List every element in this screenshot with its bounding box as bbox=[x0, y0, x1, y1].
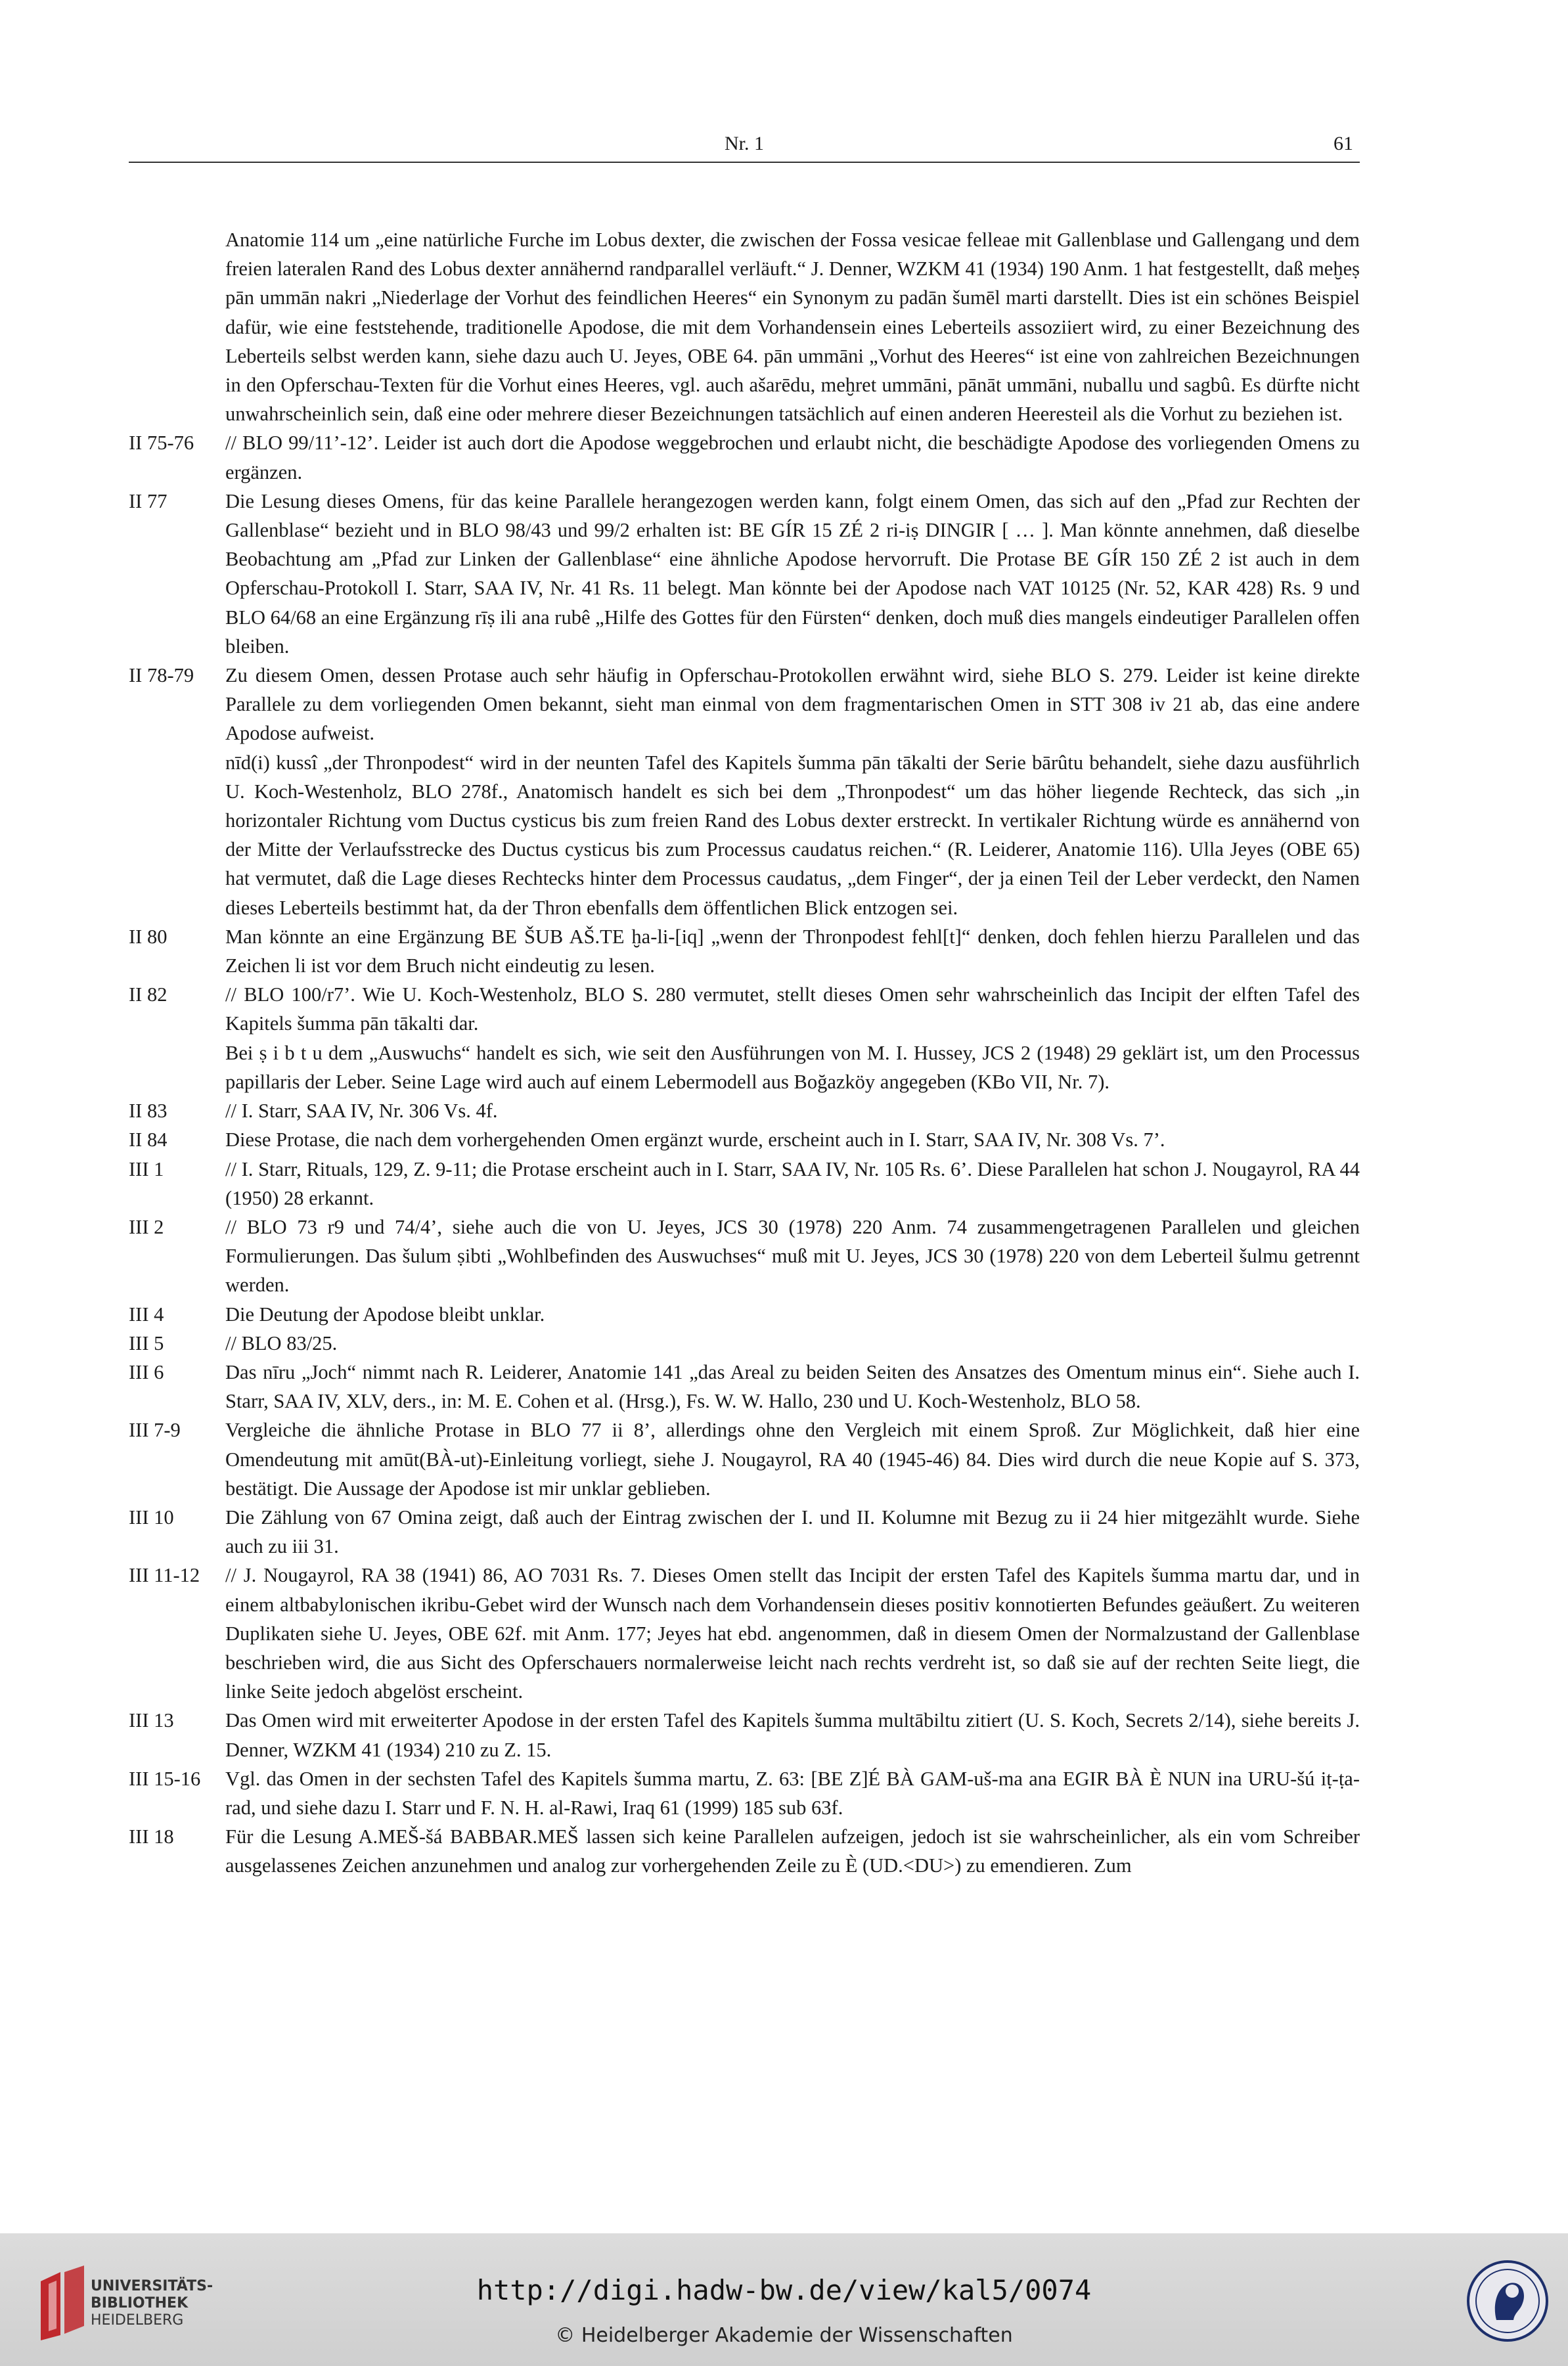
commentary-entry bbox=[129, 1329, 1360, 1358]
commentary-entry bbox=[129, 428, 1360, 486]
commentary-entry bbox=[129, 980, 1360, 1096]
commentary-paragraph: // BLO 100/r7’. Wie U. Koch-Westenholz, BLO S. 280 vermutet, stellt dieses Omen sehr wahrscheinlich das Incipit der elften Tafel des Kapitels šumma pān tākalti dar. bbox=[225, 983, 1360, 1035]
commentary-paragraph: // BLO 83/25. bbox=[225, 1331, 338, 1354]
copyright-notice: © Heidelberger Akademie der Wissenschaften bbox=[555, 2324, 1013, 2347]
commentary-paragraph: Diese Protase, die nach dem vorhergehenden Omen ergänzt wurde, erscheint auch in I. Starr, SAA IV, Nr. 308 Vs. 7’. bbox=[225, 1128, 1165, 1151]
commentary-entry bbox=[129, 1764, 1360, 1822]
commentary-entry bbox=[129, 1503, 1360, 1561]
academy-seal-icon bbox=[1466, 2260, 1549, 2342]
commentary-paragraph: Das nīru „Joch“ nimmt nach R. Leiderer, Anatomie 141 „das Areal zu beiden Seiten des Ansatzes des Omentum minus ein“. Siehe auch I. Starr, SAA IV, XLV, ders., in: M. E. Cohen et al. (Hrsg.), Fs. W. W. Hallo, 230 und U. Koch-Westenholz, BLO 58. bbox=[225, 1360, 1360, 1413]
line-reference: III 7-9 bbox=[129, 1419, 181, 1442]
line-reference: II 77 bbox=[129, 489, 168, 512]
line-reference: III 15-16 bbox=[129, 1767, 201, 1790]
footer-bar bbox=[0, 2233, 1568, 2366]
library-line-3: HEIDELBERG bbox=[91, 2312, 184, 2329]
commentary-paragraph: Anatomie 114 um „eine natürliche Furche im Lobus dexter, die zwischen der Fossa vesicae felleae mit Gallenblase und Gallengang und dem freien lateralen Rand des Lobus dexter annähernd randparallel verläuft.“ J. Denner, WZKM 41 (1934) 190 Anm. 1 hat festgestellt, daß meḫeṣ pān ummān nakri „Niederlage der Vorhut des feindlichen Heeres“ ein Synonym zu padān šumēl marti darstellt. Dies ist ein schönes Beispiel dafür, wie eine feststehende, traditionelle Apodose, die mit dem Vorhandensein eines Leberteils assoziiert wird, zu einer Bezeichnung des Leberteils selbst werden kann, siehe dazu auch U. Jeyes, OBE 64. pān ummāni „Vorhut des Heeres“ ist eine von zahlreichen Bezeichnungen in den Opferschau-Texten für die Vorhut eines Heeres, vgl. auch ašarēdu, meḫret ummāni, pānāt ummāni, nuballu und sagbû. Es dürfte nicht unwahrscheinlich sein, daß eine oder mehrere dieser Bezeichnungen tatsächlich auf einen anderen Heeresteil als die Vorhut zu beziehen ist. bbox=[225, 229, 1360, 426]
line-reference: III 18 bbox=[129, 1825, 174, 1848]
commentary-entry bbox=[129, 1561, 1360, 1706]
line-reference: II 82 bbox=[129, 983, 168, 1006]
commentary-entry bbox=[129, 1300, 1360, 1329]
commentary-entry bbox=[129, 1706, 1360, 1764]
commentary-paragraph: // BLO 99/11’-12’. Leider ist auch dort die Apodose weggebrochen und erlaubt nicht, die beschädigte Apodose des vorliegenden Omens zu ergänzen. bbox=[225, 432, 1360, 483]
commentary-paragraph: Die Lesung dieses Omens, für das keine Parallele herangezogen werden kann, folgt einem Omen, das sich auf den „Pfad zur Rechten der Gallenblase“ bezieht und in BLO 98/43 und 99/2 erhalten ist: BE GÍR 15 ZÉ 2 ri-iṣ DINGIR [ … ]. Man könnte annehmen, daß dieselbe Beobachtung am „Pfad zur Linken der Gallenblase“ eine ähnliche Apodose hervorruft. Die Protase BE GÍR 150 ZÉ 2 ist auch in dem Opferschau-Protokoll I. Starr, SAA IV, Nr. 41 Rs. 11 belegt. Man könnte bei der Apodose nach VAT 10125 (Nr. 52, KAR 428) Rs. 9 und BLO 64/68 an eine Ergänzung rīṣ ili ana rubê „Hilfe des Gottes für den Fürsten“ denken, doch muß dies mangels eindeutiger Parallelen offen bleiben. bbox=[225, 489, 1360, 658]
line-reference: II 78-79 bbox=[129, 664, 194, 687]
line-reference: III 4 bbox=[129, 1303, 164, 1326]
commentary-paragraph: Bei ṣ i b t u dem „Auswuchs“ handelt es sich, wie seit den Ausführungen von M. I. Hussey, JCS 2 (1948) 29 geklärt ist, um den Processus papillaris der Leber. Seine Lage wird auch auf einem Lebermodell aus Boğazköy angegeben (KBo VII, Nr. 7). bbox=[225, 1041, 1360, 1093]
commentary-paragraph: Für die Lesung A.MEŠ-šá BABBAR.MEŠ lassen sich keine Parallelen aufzeigen, jedoch ist sie wahrscheinlicher, als ein vom Schreiber ausgelassenes Zeichen anzunehmen und analog zur vorhergehenden Zeile zu È (UD.<DU>) zu emendieren. Zum bbox=[225, 1825, 1360, 1877]
commentary-paragraph: // J. Nougayrol, RA 38 (1941) 86, AO 7031 Rs. 7. Dieses Omen stellt das Incipit der ersten Tafel des Kapitels šumma martu dar, und in einem altbabylonischen ikribu-Gebet wird der Wunsch nach dem Vorhandensein dieses positiv konnotierten Befundes geäußert. Zu weiteren Duplikaten siehe U. Jeyes, OBE 62f. mit Anm. 177; Jeyes hat ebd. angenommen, daß in diesem Omen der Normalzustand der Gallenblase beschrieben wird, die aus Sicht des Opferschauers normalerweise leicht nach rechts verdreht ist, so daß sie auf der rechten Seite liegt, die linke Seite jedoch abgelöst erscheint. bbox=[225, 1564, 1360, 1703]
library-line-2: BIBLIOTHEK bbox=[91, 2295, 189, 2311]
line-reference: III 2 bbox=[129, 1215, 164, 1238]
commentary-body bbox=[129, 225, 1360, 1881]
commentary-entry bbox=[129, 1416, 1360, 1503]
header-number: Nr. 1 bbox=[725, 133, 764, 154]
commentary-entry bbox=[129, 922, 1360, 980]
commentary-entry bbox=[129, 1155, 1360, 1213]
commentary-paragraph: // I. Starr, SAA IV, Nr. 306 Vs. 4f. bbox=[225, 1100, 498, 1123]
library-line-1: UNIVERSITÄTS- bbox=[91, 2278, 213, 2294]
line-reference: III 5 bbox=[129, 1331, 164, 1354]
running-head bbox=[129, 130, 1360, 163]
commentary-entry bbox=[129, 487, 1360, 661]
commentary-entry bbox=[129, 1096, 1360, 1125]
commentary-paragraph: // I. Starr, Rituals, 129, Z. 9-11; die Protase erscheint auch in I. Starr, SAA IV, Nr. 105 Rs. 6’. Diese Parallelen hat schon J. Nougayrol, RA 44 (1950) 28 erkannt. bbox=[225, 1157, 1360, 1209]
permalink-url[interactable]: http://digi.hadw-bw.de/view/kal5/0074 bbox=[476, 2274, 1092, 2306]
commentary-paragraph: Vergleiche die ähnliche Protase in BLO 77 ii 8’, allerdings ohne den Vergleich mit einem Sproß. Zur Möglichkeit, daß hier eine Omendeutung mit amūt(BÀ-ut)-Einleitung vorliegt, siehe J. Nougayrol, RA 40 (1945-46) 84. Dies wird durch die neue Kopie auf S. 373, bestätigt. Die Aussage der Apodose ist mir unklar geblieben. bbox=[225, 1419, 1360, 1500]
commentary-entry bbox=[129, 1213, 1360, 1300]
line-reference: III 6 bbox=[129, 1360, 164, 1383]
commentary-entry bbox=[129, 1822, 1360, 1880]
commentary-entry bbox=[129, 1125, 1360, 1154]
commentary-paragraph: // BLO 73 r9 und 74/4’, siehe auch die von U. Jeyes, JCS 30 (1978) 220 Anm. 74 zusammengetragenen Parallelen und gleichen Formulierungen. Das šulum ṣibti „Wohlbefinden des Auswuchses“ muß mit U. Jeyes, JCS 30 (1978) 220 von dem Leberteil šulmu getrennt werden. bbox=[225, 1215, 1360, 1297]
page-number: 61 bbox=[1333, 133, 1353, 154]
line-reference: III 1 bbox=[129, 1157, 164, 1180]
commentary-paragraph: Vgl. das Omen in der sechsten Tafel des Kapitels šumma martu, Z. 63: [BE Z]É BÀ GAM-uš-ma ana EGIR BÀ È NUN ina URU-šú iṭ-ṭa-rad, und siehe dazu I. Starr und F. N. H. al-Rawi, Iraq 61 (1999) 185 sub 63f. bbox=[225, 1767, 1360, 1819]
line-reference: III 11-12 bbox=[129, 1564, 200, 1587]
commentary-entry bbox=[129, 225, 1360, 428]
line-reference: III 10 bbox=[129, 1506, 174, 1529]
commentary-paragraph: Zu diesem Omen, dessen Protase auch sehr häufig in Opferschau-Protokollen erwähnt wird, siehe BLO S. 279. Leider ist keine direkte Parallele zu dem vorliegenden Omen bekannt, sieht man einmal von dem fragmentarischen Omen in STT 308 iv 21 ab, das eine andere Apodose aufweist. bbox=[225, 664, 1360, 745]
line-reference: II 84 bbox=[129, 1128, 168, 1151]
line-reference: III 13 bbox=[129, 1709, 174, 1732]
commentary-paragraph: Das Omen wird mit erweiterter Apodose in der ersten Tafel des Kapitels šumma multābiltu zitiert (U. S. Koch, Secrets 2/14), siehe bereits J. Denner, WZKM 41 (1934) 210 zu Z. 15. bbox=[225, 1709, 1360, 1761]
commentary-paragraph: Die Deutung der Apodose bleibt unklar. bbox=[225, 1303, 545, 1326]
commentary-paragraph: Die Zählung von 67 Omina zeigt, daß auch der Eintrag zwischen der I. und II. Kolumne mit Bezug zu ii 24 hier mitgezählt wurde. Siehe auch zu iii 31. bbox=[225, 1506, 1360, 1558]
commentary-entry bbox=[129, 661, 1360, 922]
line-reference: II 83 bbox=[129, 1100, 168, 1123]
line-reference: II 75-76 bbox=[129, 432, 194, 455]
line-reference: II 80 bbox=[129, 925, 168, 948]
commentary-paragraph: Man könnte an eine Ergänzung BE ŠUB AŠ.TE ḫa-li-[iq] „wenn der Thronpodest fehl[t]“ denken, doch fehlen hierzu Parallelen und das Zeichen li ist vor dem Bruch nicht eindeutig zu lesen. bbox=[225, 925, 1360, 977]
commentary-paragraph: nīd(i) kussî „der Thronpodest“ wird in der neunten Tafel des Kapitels šumma pān tākalti der Serie bārûtu behandelt, siehe dazu ausführlich U. Koch-Westenholz, BLO 278f., Anatomisch handelt es sich bei dem „Thronpodest“ um das höher liegende Rechteck, das sich „in horizontaler Richtung vom Ductus cysticus bis zum freien Rand des Lobus dexter erstreckt. In vertikaler Richtung würde es annähernd von der Mitte der Verlaufsstrecke des Ductus cysticus bis zum Processus caudatus reichen.“ (R. Leiderer, Anatomie 116). Ulla Jeyes (OBE 65) hat vermutet, daß die Lage dieses Rechtecks hinter dem Processus caudatus, „dem Finger“, der ja einen Teil der Leber verdeckt, den Namen dieses Leberteils bestimmt hat, da der Thron ebenfalls dem öffentlichen Blick entzogen sei. bbox=[225, 751, 1360, 919]
commentary-entry bbox=[129, 1358, 1360, 1416]
